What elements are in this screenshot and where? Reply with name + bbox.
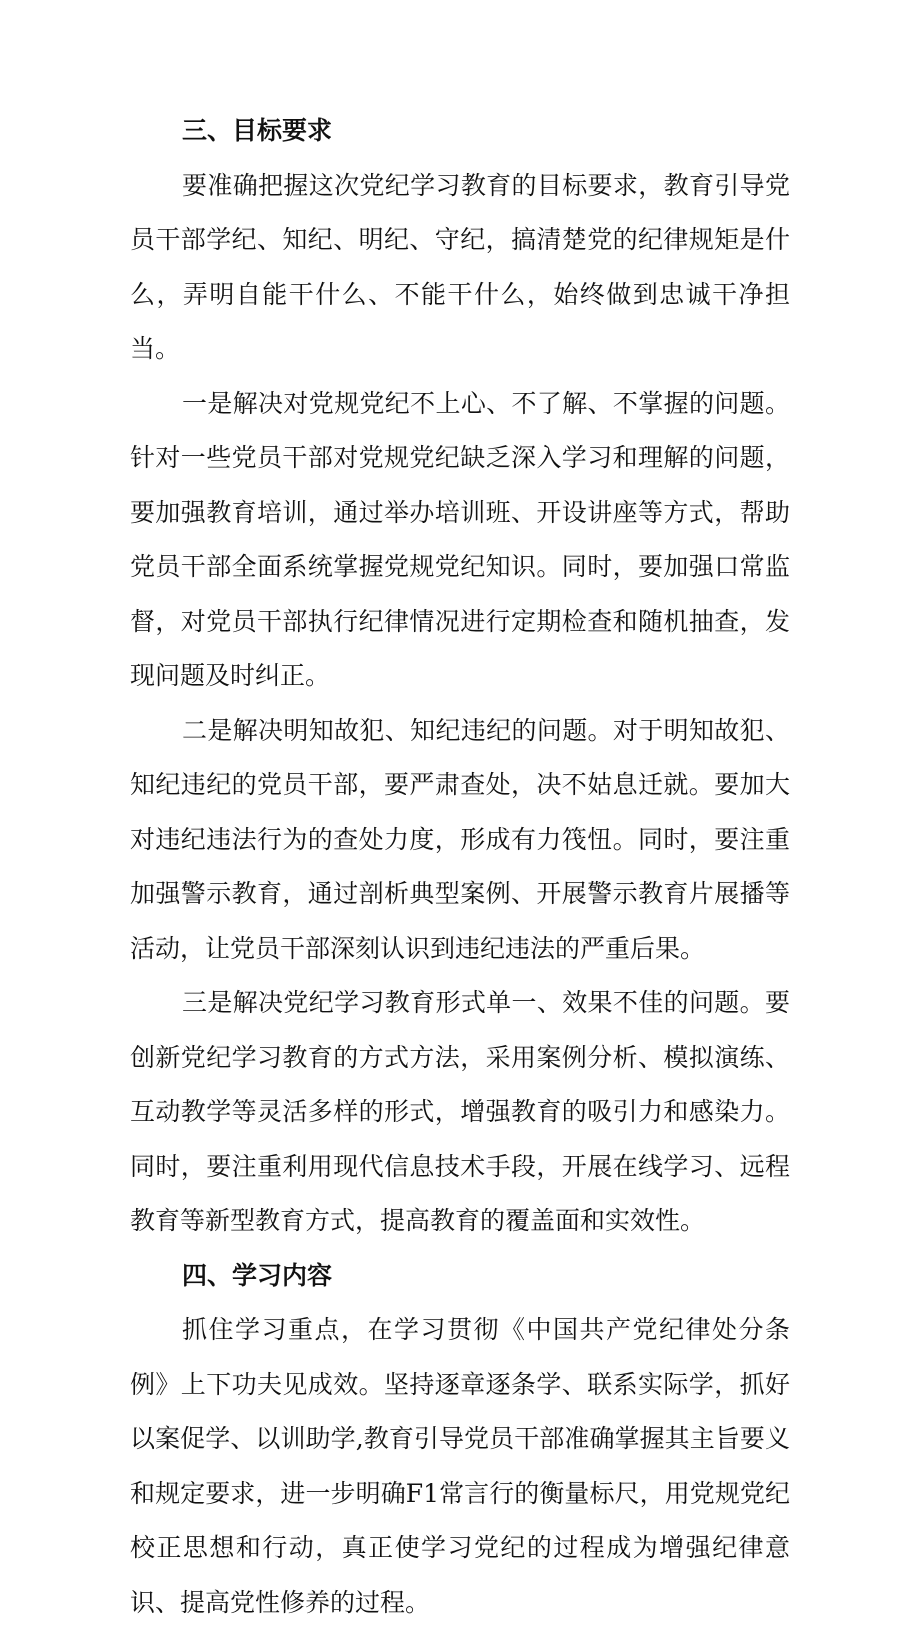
paragraph-goals-intro: 要准确把握这次党纪学习教育的目标要求，教育引导党员干部学纪、知纪、明纪、守纪，搞清楚党的纪律规矩是什么，弄明自能干什么、不能干什么，始终做到忠诚干净担当。 [130, 170, 790, 363]
paragraph-goal-one: 一是解决对党规党纪不上心、不了解、不掌握的问题。针对一些党员干部对党规党纪缺乏深入学习和理解的问题，要加强教育培训，通过举办培训班、开设讲座等方式，帮助党员干部全面系统掌握党规党纪知识。同时，要加强口常监督，对党员干部执行纪律情况进行定期检查和随机抽查，发现问题及时纠正。 [130, 388, 790, 690]
paragraph-goal-three: 三是解决党纪学习教育形式单一、效果不佳的问题。要创新党纪学习教育的方式方法，采用案例分析、模拟演练、互动教学等灵活多样的形式，增强教育的吸引力和感染力。同时，要注重利用现代信息技术手段，开展在线学习、远程教育等新型教育方式，提高教育的覆盖面和实效性。 [130, 988, 790, 1235]
section-heading-content: 四、学习内容 [182, 1260, 333, 1290]
paragraph-goal-two: 二是解决明知故犯、知纪违纪的问题。对于明知故犯、知纪违纪的党员干部，要严肃查处，决不姑息迁就。要加大对违纪违法行为的查处力度，形成有力筏忸。同时，要注重加强警示教育，通过剖析典型案例、开展警示教育片展播等活动，让党员干部深刻认识到违纪违法的严重后果。 [130, 715, 790, 963]
document-page [130, 104, 790, 1630]
section-heading-goals: 三、目标要求 [182, 116, 333, 145]
paragraph-study-content: 抓住学习重点，在学习贯彻《中国共产党纪律处分条例》上下功夫见成效。坚持逐章逐条学、联系实际学，抓好以案促学、以训助学,教育引导党员干部准确掌握其主旨要义和规定要求，进一步明确F1常言行的衡量标尺，用党规党纪校正思想和行动，真正使学习党纪的过程成为增强纪律意识、提高党性修养的过程。 [130, 1315, 790, 1617]
